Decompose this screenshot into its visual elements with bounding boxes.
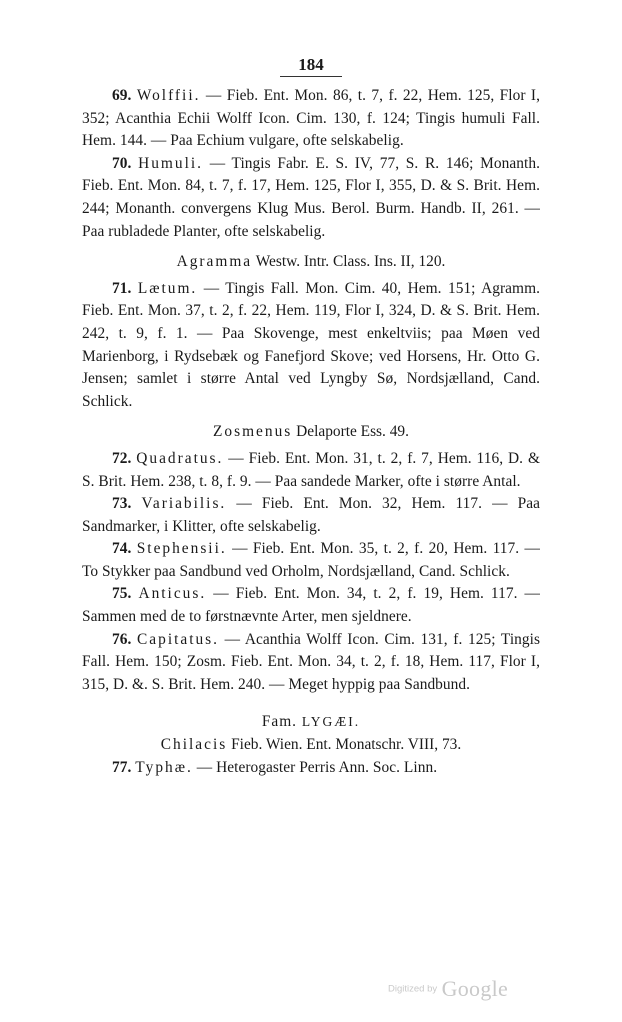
entry-number: 70. <box>112 154 132 172</box>
genus-author: Fieb. Wien. Ent. Monatschr. VIII, 73. <box>231 736 462 754</box>
section-tingidae-continued <box>82 85 540 243</box>
species-entry-69 <box>82 85 540 153</box>
species-name: Lætum. <box>137 279 198 297</box>
digitized-watermark <box>388 976 508 1002</box>
entry-text: — Fieb. Ent. Mon. 86, t. 7, f. 22, Hem. 125, Flor I, 352; Acanthia Echii Wolff Icon. Cim. 130, f. 124; Tingis humuli Fall. Hem. 144. — Paa Echium vulgare, ofte selskabelig. <box>82 87 540 150</box>
species-entry-77 <box>82 757 540 780</box>
species-entry-72 <box>82 448 540 493</box>
genus-name: Chilacis <box>160 736 228 754</box>
species-name: Anticus. <box>138 585 207 603</box>
entry-number: 74. <box>112 540 132 558</box>
genus-name: Zosmenus <box>213 423 293 441</box>
species-entry-75 <box>82 583 540 628</box>
entry-number: 76. <box>112 630 132 648</box>
entry-text: — Heterogaster Perris Ann. Soc. Linn. <box>196 759 438 777</box>
species-name: Variabilis. <box>141 495 227 513</box>
species-name: Typhæ. <box>135 759 193 777</box>
digitized-by-label: Digitized by <box>388 983 438 995</box>
genus-author: Westw. Intr. Class. Ins. II, 120. <box>255 253 446 271</box>
page-number: 184 <box>298 55 324 74</box>
entry-number: 71. <box>112 279 132 297</box>
genus-author: Delaporte Ess. 49. <box>296 423 409 441</box>
species-name: Capitatus. <box>137 630 220 648</box>
species-name: Wolffii. <box>136 87 201 104</box>
book-page <box>82 54 540 780</box>
genus-heading-zosmenus <box>82 421 540 444</box>
entry-text: — Fieb. Ent. Mon. 34, t. 2, f. 19, Hem. 117. — Sammen med de to førstnævnte Arter, men sjeldnere. <box>82 585 540 626</box>
entry-text: — Tingis Fabr. E. S. IV, 77, S. R. 146; Monanth. Fieb. Ent. Mon. 84, t. 7, f. 17, Hem. 125, Flor I, 355, D. & S. Brit. Hem. 244; Monanth. convergens Klug Mus. Berol. Burm. Handb. II, 261. — Paa rubladede Planter, ofte selskabelig. <box>82 154 540 240</box>
entry-text: — Fieb. Ent. Mon. 31, t. 2, f. 7, Hem. 116, D. & S. Brit. Hem. 238, t. 8, f. 9. — Paa sandede Marker, ofte i større Antal. <box>82 449 540 490</box>
species-name: Stephensii. <box>136 540 227 558</box>
genus-name: Agramma <box>176 253 253 271</box>
section-zosmenus <box>82 421 540 696</box>
google-logo: Google <box>441 976 509 1001</box>
family-prefix: Fam. <box>261 713 298 731</box>
section-agramma <box>82 251 540 413</box>
entry-number: 69. <box>112 87 132 104</box>
entry-text: — Fieb. Ent. Mon. 32, Hem. 117. — Paa Sandmarker, i Klitter, ofte selskabelig. <box>82 495 540 535</box>
family-heading <box>82 710 540 734</box>
entry-number: 77. <box>112 759 132 777</box>
species-name: Quadratus. <box>136 449 224 467</box>
entry-text: — Acanthia Wolff Icon. Cim. 131, f. 125; Tingis Fall. Hem. 150; Zosm. Fieb. Ent. Mon. 34, t. 2, f. 18, Hem. 117, Flor I, 315, D. &. S. Brit. Hem. 240. — Meget hyppig paa Sandbund. <box>82 630 540 693</box>
entry-text: — Fieb. Ent. Mon. 35, t. 2, f. 20, Hem. 117. — To Stykker paa Sandbund ved Orholm, Nordsjælland, Cand. Schlick. <box>82 540 540 580</box>
species-entry-76 <box>82 629 540 697</box>
species-entry-74 <box>82 538 540 583</box>
entry-text: — Tingis Fall. Mon. Cim. 40, Hem. 151; Agramm. Fieb. Ent. Mon. 37, t. 2, f. 22, Hem. 119, Flor I, 324, D. & S. Brit. Hem. 242, t. 9, f. 1. — Paa Skovenge, mest enkeltviis; paa Møen ved Marienborg, i Rydsebæk og Fanefjord Skove; ved Horsens, Hr. Otto G. Jensen; samlet i større Antal ved Lyngby Sø, Nordsjælland, Cand. Schlick. <box>82 279 540 410</box>
species-entry-73 <box>82 493 540 538</box>
genus-heading-chilacis <box>82 734 540 757</box>
family-name: LYGÆI. <box>301 714 361 730</box>
page-number-rule <box>280 76 342 77</box>
species-entry-71 <box>82 278 540 414</box>
entry-number: 75. <box>112 585 132 603</box>
genus-heading-agramma <box>82 251 540 274</box>
entry-number: 72. <box>112 449 132 467</box>
species-name: Humuli. <box>138 154 203 172</box>
entry-number: 73. <box>112 495 132 513</box>
species-entry-70 <box>82 153 540 243</box>
